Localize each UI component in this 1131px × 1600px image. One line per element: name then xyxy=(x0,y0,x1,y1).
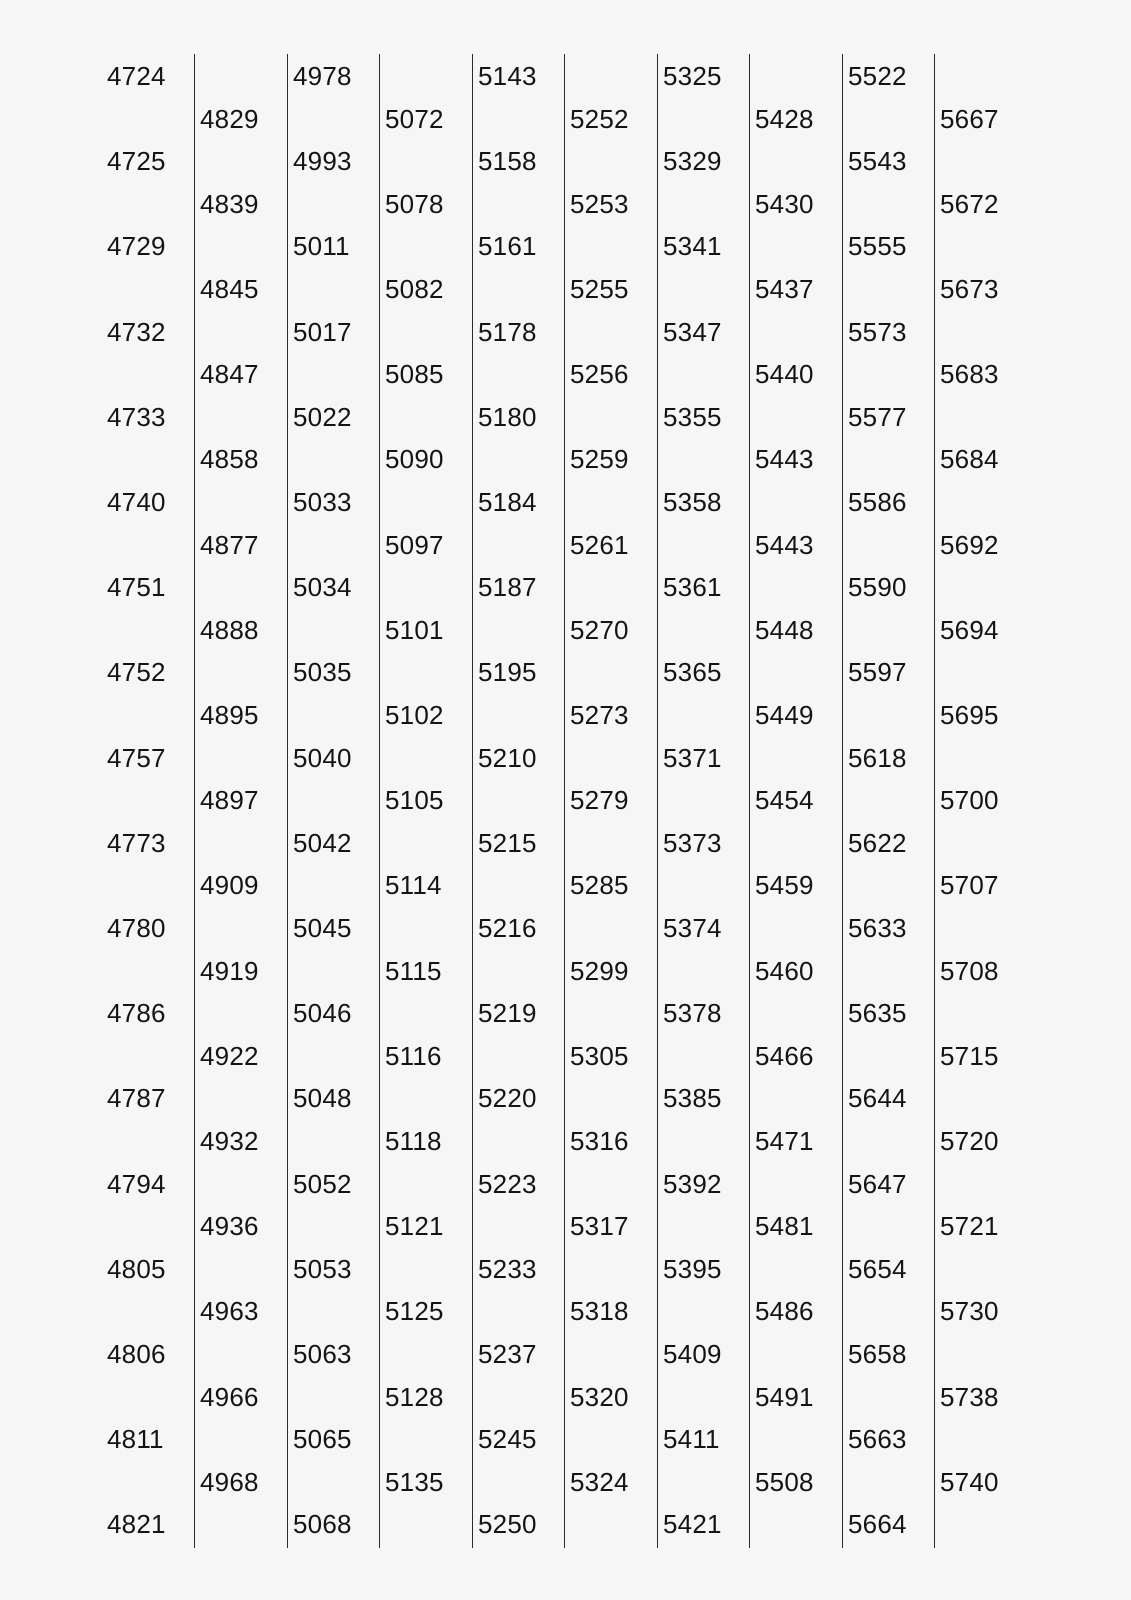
number-entry: 5143 xyxy=(478,61,537,91)
column-divider xyxy=(842,54,843,1548)
number-entry: 5654 xyxy=(848,1253,907,1284)
number-entry: 5409 xyxy=(663,1339,722,1369)
number-entry: 5078 xyxy=(385,188,444,219)
column-divider xyxy=(657,54,658,1548)
number-entry: 5683 xyxy=(940,359,999,390)
number-column xyxy=(107,50,199,1550)
number-entry: 5273 xyxy=(570,700,629,730)
number-entry: 5048 xyxy=(293,1083,352,1114)
number-entry: 5105 xyxy=(385,785,444,816)
number-entry: 5341 xyxy=(663,231,722,262)
number-entry: 5233 xyxy=(478,1253,537,1284)
number-entry: 4888 xyxy=(200,614,259,645)
number-entry: 4966 xyxy=(200,1381,259,1412)
number-entry: 5355 xyxy=(663,401,722,432)
number-entry: 5730 xyxy=(940,1296,999,1327)
number-entry: 5285 xyxy=(570,870,629,901)
number-entry: 4895 xyxy=(200,700,259,730)
number-entry: 5622 xyxy=(848,827,907,858)
number-entry: 5210 xyxy=(478,742,537,773)
number-entry: 5385 xyxy=(663,1083,722,1114)
number-entry: 5101 xyxy=(385,614,444,645)
number-entry: 5045 xyxy=(293,913,352,943)
number-entry: 5486 xyxy=(755,1296,814,1327)
column-divider xyxy=(287,54,288,1548)
number-entry: 5034 xyxy=(293,572,352,603)
number-entry: 5116 xyxy=(385,1040,442,1071)
number-entry: 5279 xyxy=(570,785,629,816)
number-entry: 5347 xyxy=(663,316,722,347)
number-entry: 5647 xyxy=(848,1168,907,1199)
number-entry: 4932 xyxy=(200,1126,259,1156)
number-entry: 5700 xyxy=(940,785,999,816)
number-entry: 5684 xyxy=(940,444,999,475)
number-entry: 5299 xyxy=(570,955,629,986)
number-entry: 5508 xyxy=(755,1466,814,1497)
number-entry: 5590 xyxy=(848,572,907,603)
number-entry: 5449 xyxy=(755,700,814,730)
number-entry: 5618 xyxy=(848,742,907,773)
number-entry: 5443 xyxy=(755,529,814,560)
number-entry: 4780 xyxy=(107,913,166,943)
column-divider xyxy=(934,54,935,1548)
column-divider xyxy=(472,54,473,1548)
number-entry: 5318 xyxy=(570,1296,629,1327)
number-entry: 5460 xyxy=(755,955,814,986)
number-column xyxy=(940,50,1032,1550)
number-entry: 5022 xyxy=(293,401,352,432)
number-column xyxy=(570,50,662,1550)
number-entry: 5178 xyxy=(478,316,537,347)
number-entry: 5466 xyxy=(755,1040,814,1071)
number-entry: 4858 xyxy=(200,444,259,475)
number-entry: 4729 xyxy=(107,231,166,262)
number-entry: 4847 xyxy=(200,359,259,390)
number-entry: 5052 xyxy=(293,1168,352,1199)
number-column xyxy=(293,50,385,1550)
number-entry: 5672 xyxy=(940,188,999,219)
number-entry: 5577 xyxy=(848,401,907,432)
number-entry: 5373 xyxy=(663,827,722,858)
number-entry: 5125 xyxy=(385,1296,444,1327)
number-column xyxy=(848,50,940,1550)
number-entry: 5253 xyxy=(570,188,629,219)
number-entry: 5658 xyxy=(848,1339,907,1369)
number-entry: 5017 xyxy=(293,316,352,347)
number-entry: 5543 xyxy=(848,146,907,177)
number-entry: 5673 xyxy=(940,274,999,304)
number-entry: 5459 xyxy=(755,870,814,901)
number-entry: 5252 xyxy=(570,103,629,134)
number-entry: 5220 xyxy=(478,1083,537,1114)
number-entry: 5597 xyxy=(848,657,907,688)
number-entry: 5694 xyxy=(940,614,999,645)
number-entry: 5237 xyxy=(478,1339,537,1369)
number-entry: 5042 xyxy=(293,827,352,858)
number-entry: 5270 xyxy=(570,614,629,645)
number-entry: 4773 xyxy=(107,827,166,858)
column-divider xyxy=(194,54,195,1548)
number-entry: 5161 xyxy=(478,231,537,262)
number-entry: 4922 xyxy=(200,1040,259,1071)
number-entry: 5250 xyxy=(478,1509,537,1540)
number-entry: 5135 xyxy=(385,1466,444,1497)
number-entry: 5195 xyxy=(478,657,537,688)
number-entry: 5121 xyxy=(385,1211,444,1242)
number-entry: 4740 xyxy=(107,487,166,517)
number-entry: 5072 xyxy=(385,103,444,134)
column-divider xyxy=(749,54,750,1548)
number-entry: 5491 xyxy=(755,1381,814,1412)
number-entry: 4839 xyxy=(200,188,259,219)
number-entry: 5440 xyxy=(755,359,814,390)
number-entry: 5011 xyxy=(293,231,350,262)
number-entry: 4909 xyxy=(200,870,259,901)
number-entry: 4968 xyxy=(200,1466,259,1497)
number-entry: 5635 xyxy=(848,998,907,1029)
number-entry: 5053 xyxy=(293,1253,352,1284)
number-entry: 4978 xyxy=(293,61,352,91)
number-entry: 5035 xyxy=(293,657,352,688)
number-entry: 4787 xyxy=(107,1083,166,1114)
number-entry: 4919 xyxy=(200,955,259,986)
number-entry: 5158 xyxy=(478,146,537,177)
number-entry: 5664 xyxy=(848,1509,907,1540)
number-entry: 5448 xyxy=(755,614,814,645)
number-entry: 5437 xyxy=(755,274,814,304)
number-entry: 5430 xyxy=(755,188,814,219)
number-entry: 5695 xyxy=(940,700,999,730)
number-entry: 5365 xyxy=(663,657,722,688)
number-entry: 5256 xyxy=(570,359,629,390)
number-entry: 5065 xyxy=(293,1424,352,1455)
number-entry: 5329 xyxy=(663,146,722,177)
number-entry: 5097 xyxy=(385,529,444,560)
number-entry: 5663 xyxy=(848,1424,907,1455)
number-entry: 5395 xyxy=(663,1253,722,1284)
number-entry: 4877 xyxy=(200,529,259,560)
column-divider xyxy=(564,54,565,1548)
number-entry: 5324 xyxy=(570,1466,629,1497)
number-entry: 5411 xyxy=(663,1424,720,1455)
number-entry: 4732 xyxy=(107,316,166,347)
number-entry: 5046 xyxy=(293,998,352,1029)
number-entry: 5738 xyxy=(940,1381,999,1412)
number-entry: 5471 xyxy=(755,1126,814,1156)
number-entry: 4821 xyxy=(107,1509,166,1540)
number-entry: 4829 xyxy=(200,103,259,134)
number-entry: 4752 xyxy=(107,657,166,688)
number-column xyxy=(200,50,292,1550)
number-entry: 5245 xyxy=(478,1424,537,1455)
number-entry: 5721 xyxy=(940,1211,999,1242)
number-entry: 5421 xyxy=(663,1509,722,1540)
number-entry: 5261 xyxy=(570,529,629,560)
number-entry: 4805 xyxy=(107,1253,166,1284)
number-entry: 5180 xyxy=(478,401,537,432)
number-entry: 4963 xyxy=(200,1296,259,1327)
number-entry: 5118 xyxy=(385,1126,442,1156)
number-entry: 4936 xyxy=(200,1211,259,1242)
number-entry: 5114 xyxy=(385,870,442,901)
number-entry: 5259 xyxy=(570,444,629,475)
number-entry: 5215 xyxy=(478,827,537,858)
number-entry: 5428 xyxy=(755,103,814,134)
number-entry: 4794 xyxy=(107,1168,166,1199)
number-entry: 4724 xyxy=(107,61,166,91)
number-entry: 5720 xyxy=(940,1126,999,1156)
number-entry: 5555 xyxy=(848,231,907,262)
number-entry: 4733 xyxy=(107,401,166,432)
number-entry: 5454 xyxy=(755,785,814,816)
number-entry: 5223 xyxy=(478,1168,537,1199)
number-entry: 5692 xyxy=(940,529,999,560)
number-entry: 5586 xyxy=(848,487,907,517)
number-entry: 5392 xyxy=(663,1168,722,1199)
number-entry: 5740 xyxy=(940,1466,999,1497)
number-entry: 5522 xyxy=(848,61,907,91)
number-entry: 5128 xyxy=(385,1381,444,1412)
number-entry: 5325 xyxy=(663,61,722,91)
number-entry: 5320 xyxy=(570,1381,629,1412)
number-entry: 5644 xyxy=(848,1083,907,1114)
number-entry: 5481 xyxy=(755,1211,814,1242)
number-entry: 4806 xyxy=(107,1339,166,1369)
number-entry: 5707 xyxy=(940,870,999,901)
number-entry: 5317 xyxy=(570,1211,629,1242)
number-entry: 4786 xyxy=(107,998,166,1029)
number-entry: 4757 xyxy=(107,742,166,773)
number-entry: 4751 xyxy=(107,572,166,603)
number-column xyxy=(663,50,755,1550)
number-column xyxy=(478,50,570,1550)
number-entry: 4725 xyxy=(107,146,166,177)
number-entry: 5115 xyxy=(385,955,442,986)
number-entry: 4845 xyxy=(200,274,259,304)
number-entry: 4897 xyxy=(200,785,259,816)
number-column xyxy=(755,50,847,1550)
number-column xyxy=(385,50,477,1550)
number-entry: 5371 xyxy=(663,742,722,773)
number-entry: 5305 xyxy=(570,1040,629,1071)
number-entry: 5358 xyxy=(663,487,722,517)
number-entry: 5187 xyxy=(478,572,537,603)
number-entry: 5216 xyxy=(478,913,537,943)
column-divider xyxy=(379,54,380,1548)
number-entry: 5573 xyxy=(848,316,907,347)
number-entry: 5667 xyxy=(940,103,999,134)
number-entry: 5633 xyxy=(848,913,907,943)
number-entry: 5068 xyxy=(293,1509,352,1540)
number-entry: 5715 xyxy=(940,1040,999,1071)
number-entry: 5063 xyxy=(293,1339,352,1369)
number-entry: 5219 xyxy=(478,998,537,1029)
number-entry: 5090 xyxy=(385,444,444,475)
number-entry: 5102 xyxy=(385,700,444,730)
number-entry: 5374 xyxy=(663,913,722,943)
number-entry: 5443 xyxy=(755,444,814,475)
number-entry: 5361 xyxy=(663,572,722,603)
number-entry: 5255 xyxy=(570,274,629,304)
number-entry: 5082 xyxy=(385,274,444,304)
number-entry: 5708 xyxy=(940,955,999,986)
number-entry: 5378 xyxy=(663,998,722,1029)
number-entry: 4993 xyxy=(293,146,352,177)
number-entry: 5085 xyxy=(385,359,444,390)
number-entry: 5040 xyxy=(293,742,352,773)
number-entry: 5316 xyxy=(570,1126,629,1156)
number-entry: 5184 xyxy=(478,487,537,517)
number-entry: 4811 xyxy=(107,1424,164,1455)
number-entry: 5033 xyxy=(293,487,352,517)
